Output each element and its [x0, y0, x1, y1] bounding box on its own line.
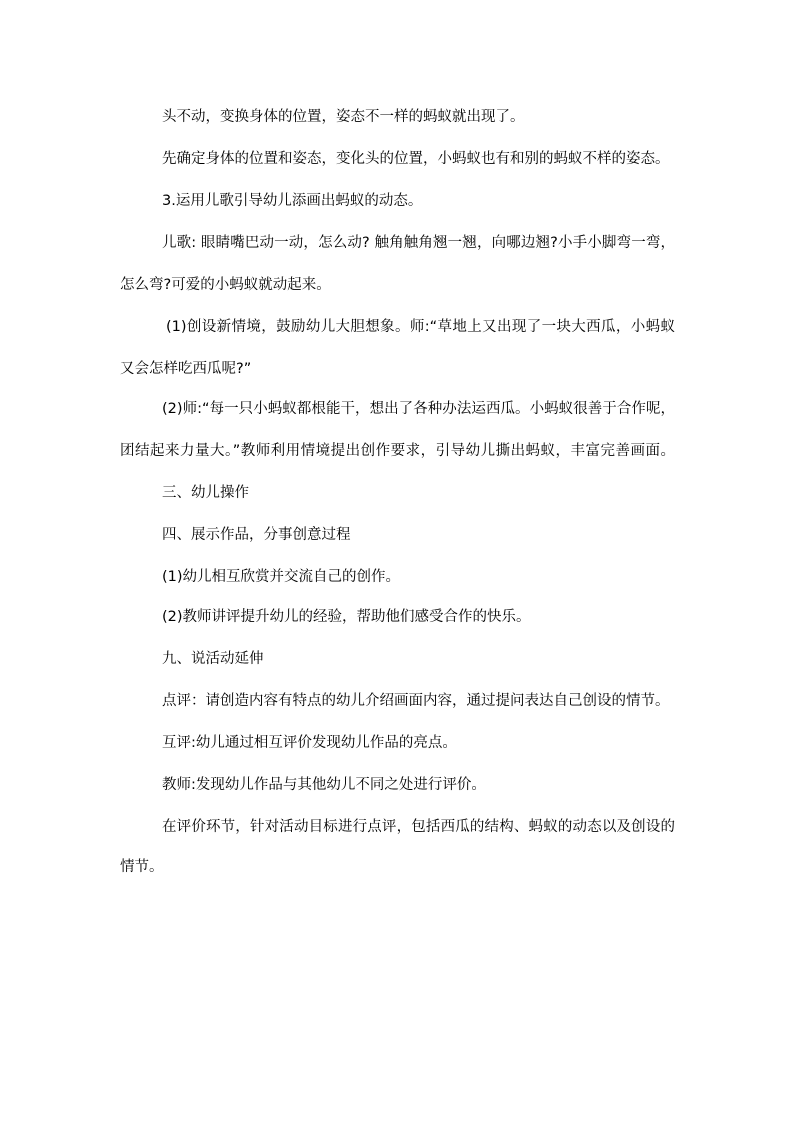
paragraph-line: (2)师:“每一只小蚂蚁都根能干，想出了各种办法运西瓜。小蚂蚁很善于合作呢，: [162, 401, 675, 417]
paragraph-line: 又会怎样吃西瓜呢?”: [120, 361, 252, 377]
paragraph-line: 怎么弯?可爱的小蚂蚁就动起来。: [120, 277, 331, 293]
paragraph-line: 情节。: [120, 859, 164, 875]
paragraph-line: 头不动，变换身体的位置，姿态不一样的蚂蚁就出现了。: [162, 109, 525, 125]
paragraph-line: 教师:发现幼儿作品与其他幼儿不同之处进行评价。: [162, 777, 486, 793]
paragraph-line: 儿歌: 眼睛嘴巴动一动，怎么动? 触角触角翘一翘，向哪边翘?小手小脚弯一弯，: [162, 235, 675, 251]
paragraph-line: 互评:幼儿通过相互评价发现幼儿作品的亮点。: [162, 735, 457, 751]
section-heading: 三、幼儿操作: [162, 485, 249, 501]
paragraph-line: 在评价环节，针对活动目标进行点评，包括西瓜的结构、蚂蚁的动态以及创设的: [162, 819, 675, 835]
paragraph-line: (2)教师讲评提升幼儿的经验，帮助他们感受合作的快乐。: [162, 609, 531, 625]
section-heading: 四、展示作品，分事创意过程: [162, 527, 351, 543]
paragraph-line: 点评：请创造内容有特点的幼儿介绍画面内容，通过提问表达自己创设的情节。: [162, 693, 670, 709]
paragraph-line: (1)幼儿相互欣赏并交流自己的创作。: [162, 569, 401, 585]
section-heading: 九、说活动延伸: [162, 651, 264, 667]
paragraph-line: 团结起来力量大。”教师利用情境提出创作要求，引导幼儿撕出蚂蚁，丰富完善画面。: [120, 443, 675, 459]
paragraph-line: 先确定身体的位置和姿态，变化头的位置，小蚂蚁也有和别的蚂蚁不样的姿态。: [162, 151, 670, 167]
paragraph-line: (1)创设新情境，鼓励幼儿大胆想象。师:“草地上又出现了一块大西瓜，小蚂蚁: [166, 319, 675, 335]
paragraph-line: 3.运用儿歌引导幼儿添画出蚂蚁的动态。: [162, 193, 423, 209]
